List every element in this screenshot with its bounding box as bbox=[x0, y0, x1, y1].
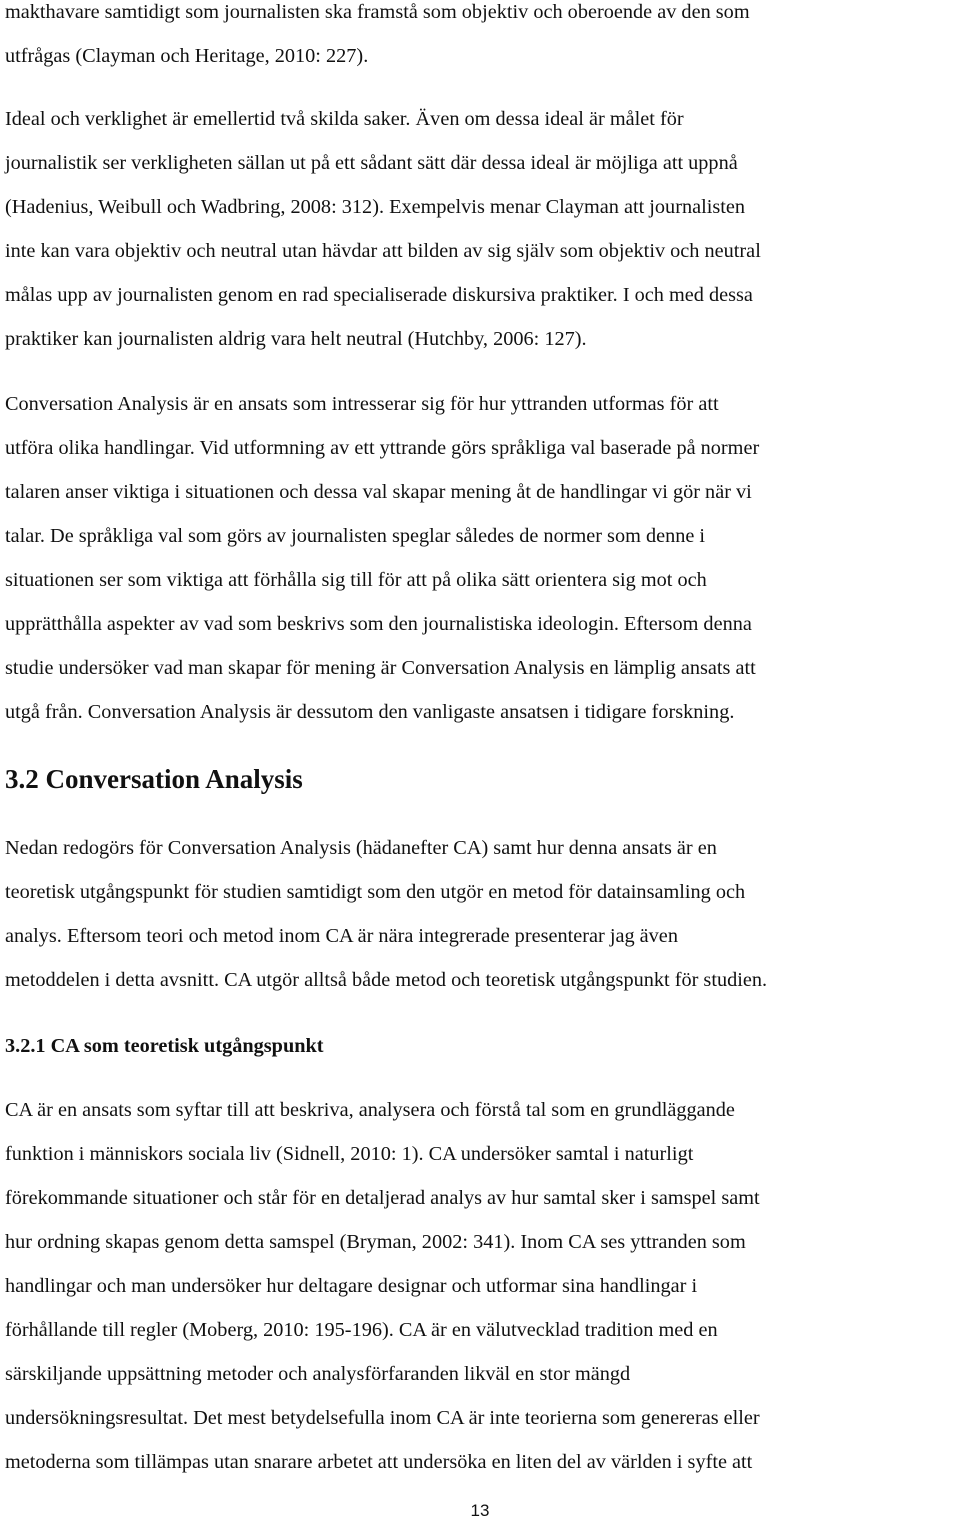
text-line: utföra olika handlingar. Vid utformning av ett yttrande görs språkliga val baserade på normer bbox=[5, 437, 760, 459]
text-line: (Hadenius, Weibull och Wadbring, 2008: 312). Exempelvis menar Clayman att journalisten bbox=[5, 196, 746, 218]
text-line: utfrågas (Clayman och Heritage, 2010: 227). bbox=[5, 45, 369, 67]
text-line: Ideal och verklighet är emellertid två skilda saker. Även om dessa ideal är målet för bbox=[5, 108, 684, 130]
text-line: undersökningsresultat. Det mest betydelsefulla inom CA är inte teorierna som genereras eller bbox=[5, 1407, 760, 1429]
page-number: 13 bbox=[470, 1501, 490, 1520]
text-line: analys. Eftersom teori och metod inom CA är nära integrerade presenterar jag även bbox=[5, 925, 678, 947]
paragraph-4 bbox=[5, 826, 767, 1002]
paragraph-1 bbox=[5, 0, 750, 78]
subsection-heading: 3.2.1 CA som teoretisk utgångspunkt bbox=[5, 1035, 324, 1057]
text-line: metoddelen i detta avsnitt. CA utgör alltså både metod och teoretisk utgångspunkt för studien. bbox=[5, 969, 768, 991]
text-line: journalistik ser verkligheten sällan ut på ett sådant sätt där dessa ideal är möjliga att uppnå bbox=[5, 152, 738, 174]
text-line: talaren anser viktiga i situationen och dessa val skapar mening åt de handlingar vi gör när vi bbox=[5, 481, 752, 503]
text-line: teoretisk utgångspunkt för studien samtidigt som den utgör en metod för datainsamling och bbox=[5, 881, 746, 903]
section-heading: 3.2 Conversation Analysis bbox=[5, 764, 303, 794]
text-line: särskiljande uppsättning metoder och analysförfaranden likväl en stor mängd bbox=[5, 1363, 631, 1385]
text-line: förekommande situationer och står för en detaljerad analys av hur samtal sker i samspel samt bbox=[5, 1187, 760, 1209]
text-line: målas upp av journalisten genom en rad specialiserade diskursiva praktiker. I och med dessa bbox=[5, 284, 753, 306]
text-line: situationen ser som viktiga att förhålla sig till för att på olika sätt orientera sig mot och bbox=[5, 569, 707, 591]
paragraph-5 bbox=[5, 1088, 760, 1484]
text-line: CA är en ansats som syftar till att beskriva, analysera och förstå tal som en grundläggande bbox=[5, 1099, 735, 1121]
text-line: praktiker kan journalisten aldrig vara helt neutral (Hutchby, 2006: 127). bbox=[5, 328, 587, 350]
text-line: upprätthålla aspekter av vad som beskrivs som den journalistiska ideologin. Eftersom denna bbox=[5, 613, 752, 635]
paragraph-2 bbox=[5, 97, 761, 361]
text-line: förhållande till regler (Moberg, 2010: 195-196). CA är en välutvecklad tradition med en bbox=[5, 1319, 718, 1341]
text-line: metoderna som tillämpas utan snarare arbetet att undersöka en liten del av världen i syfte att bbox=[5, 1451, 753, 1473]
text-line: makthavare samtidigt som journalisten ska framstå som objektiv och oberoende av den som bbox=[5, 1, 750, 23]
text-line: handlingar och man undersöker hur deltagare designar och utformar sina handlingar i bbox=[5, 1275, 698, 1297]
text-line: Conversation Analysis är en ansats som intresserar sig för hur yttranden utformas för att bbox=[5, 393, 719, 415]
text-line: studie undersöker vad man skapar för mening är Conversation Analysis en lämplig ansats att bbox=[5, 657, 756, 679]
text-line: funktion i människors sociala liv (Sidnell, 2010: 1). CA undersöker samtal i naturligt bbox=[5, 1143, 694, 1165]
text-line: hur ordning skapas genom detta samspel (Bryman, 2002: 341). Inom CA ses yttranden som bbox=[5, 1231, 746, 1253]
text-line: inte kan vara objektiv och neutral utan hävdar att bilden av sig själv som objektiv och neutral bbox=[5, 240, 761, 262]
text-line: Nedan redogörs för Conversation Analysis (hädanefter CA) samt hur denna ansats är en bbox=[5, 837, 717, 859]
text-line: talar. De språkliga val som görs av journalisten speglar således de normer som denne i bbox=[5, 525, 706, 547]
paragraph-3 bbox=[5, 382, 759, 734]
text-line: utgå från. Conversation Analysis är dessutom den vanligaste ansatsen i tidigare forskning. bbox=[5, 701, 735, 723]
